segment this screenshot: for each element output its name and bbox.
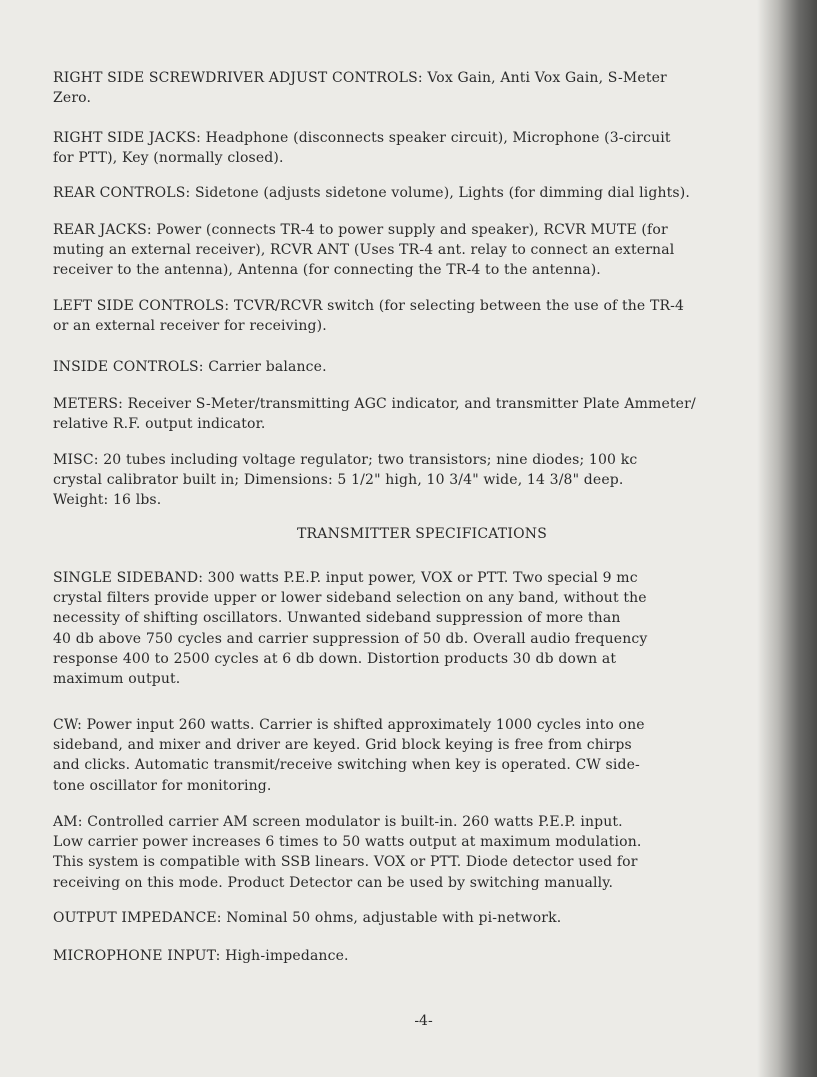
text-line: AM: Controlled carrier AM screen modulator is built-in. 260 watts P.E.P. input. <box>53 814 623 830</box>
text-line: 40 db above 750 cycles and carrier suppression of 50 db. Overall audio frequency <box>53 630 648 647</box>
text-line: LEFT SIDE CONTROLS: TCVR/RCVR switch (for selecting between the use of the TR-4 <box>53 298 685 314</box>
text-line: MICROPHONE INPUT: High-impedance. <box>53 948 349 964</box>
text-line: receiver to the antenna), Antenna (for connecting the TR-4 to the antenna). <box>53 262 601 279</box>
text-line: OUTPUT IMPEDANCE: Nominal 50 ohms, adjustable with pi-network. <box>53 910 562 926</box>
text-line: for PTT), Key (normally closed). <box>53 150 284 167</box>
text-line: INSIDE CONTROLS: Carrier balance. <box>53 359 327 375</box>
paragraph-rear-controls <box>53 183 690 203</box>
paragraph-output-impedance <box>53 908 561 928</box>
text-line: crystal filters provide upper or lower sideband selection on any band, without the <box>53 590 647 607</box>
text-line: receiving on this mode. Product Detector can be used by switching manually. <box>53 874 614 891</box>
paragraph-misc <box>53 450 637 511</box>
section-heading: TRANSMITTER SPECIFICATIONS <box>296 526 547 542</box>
paragraph-rear-jacks <box>53 220 674 281</box>
text-line: Zero. <box>53 90 92 107</box>
text-line: CW: Power input 260 watts. Carrier is shifted approximately 1000 cycles into one <box>53 717 645 733</box>
text-line: or an external receiver for receiving). <box>53 318 327 335</box>
text-line: and clicks. Automatic transmit/receive switching when key is operated. CW side- <box>53 757 640 774</box>
paragraph-microphone-input <box>53 946 349 966</box>
paragraph-left-side-controls <box>53 296 684 336</box>
text-line: maximum output. <box>53 671 181 688</box>
text-line: REAR CONTROLS: Sidetone (adjusts sidetone volume), Lights (for dimming dial lights). <box>53 185 690 201</box>
text-line: necessity of shifting oscillators. Unwanted sideband suppression of more than <box>53 610 621 627</box>
paragraph-single-sideband <box>53 568 647 689</box>
paragraph-inside-controls <box>53 357 327 377</box>
paragraph-am <box>53 812 641 893</box>
text-line: Low carrier power increases 6 times to 50 watts output at maximum modulation. <box>53 834 642 851</box>
text-line: RIGHT SIDE JACKS: Headphone (disconnects speaker circuit), Microphone (3-circuit <box>53 130 671 146</box>
paragraph-cw <box>53 715 645 796</box>
page-number: -4- <box>414 1013 433 1029</box>
text-line: MISC: 20 tubes including voltage regulator; two transistors; nine diodes; 100 kc <box>53 452 638 468</box>
text-line: response 400 to 2500 cycles at 6 db down. Distortion products 30 db down at <box>53 650 617 667</box>
text-line: REAR JACKS: Power (connects TR-4 to power supply and speaker), RCVR MUTE (for <box>53 222 668 238</box>
text-line: SINGLE SIDEBAND: 300 watts P.E.P. input power, VOX or PTT. Two special 9 mc <box>53 570 638 586</box>
text-line: crystal calibrator built in; Dimensions: 5 1/2" high, 10 3/4" wide, 14 3/8" deep. <box>53 472 624 489</box>
text-line: relative R.F. output indicator. <box>53 416 266 433</box>
text-line: RIGHT SIDE SCREWDRIVER ADJUST CONTROLS: Vox Gain, Anti Vox Gain, S-Meter <box>53 70 667 86</box>
text-line: Weight: 16 lbs. <box>53 492 162 509</box>
text-line: muting an external receiver), RCVR ANT (Uses TR-4 ant. relay to connect an external <box>53 242 675 259</box>
text-line: METERS: Receiver S-Meter/transmitting AGC indicator, and transmitter Plate Ammeter/ <box>53 396 696 412</box>
text-line: tone oscillator for monitoring. <box>53 777 272 794</box>
text-line: sideband, and mixer and driver are keyed. Grid block keying is free from chirps <box>53 737 632 754</box>
paragraph-right-side-jacks <box>53 128 671 168</box>
paragraph-meters <box>53 394 696 434</box>
paragraph-right-side-screwdriver <box>53 68 667 108</box>
text-line: This system is compatible with SSB linears. VOX or PTT. Diode detector used for <box>53 854 638 871</box>
